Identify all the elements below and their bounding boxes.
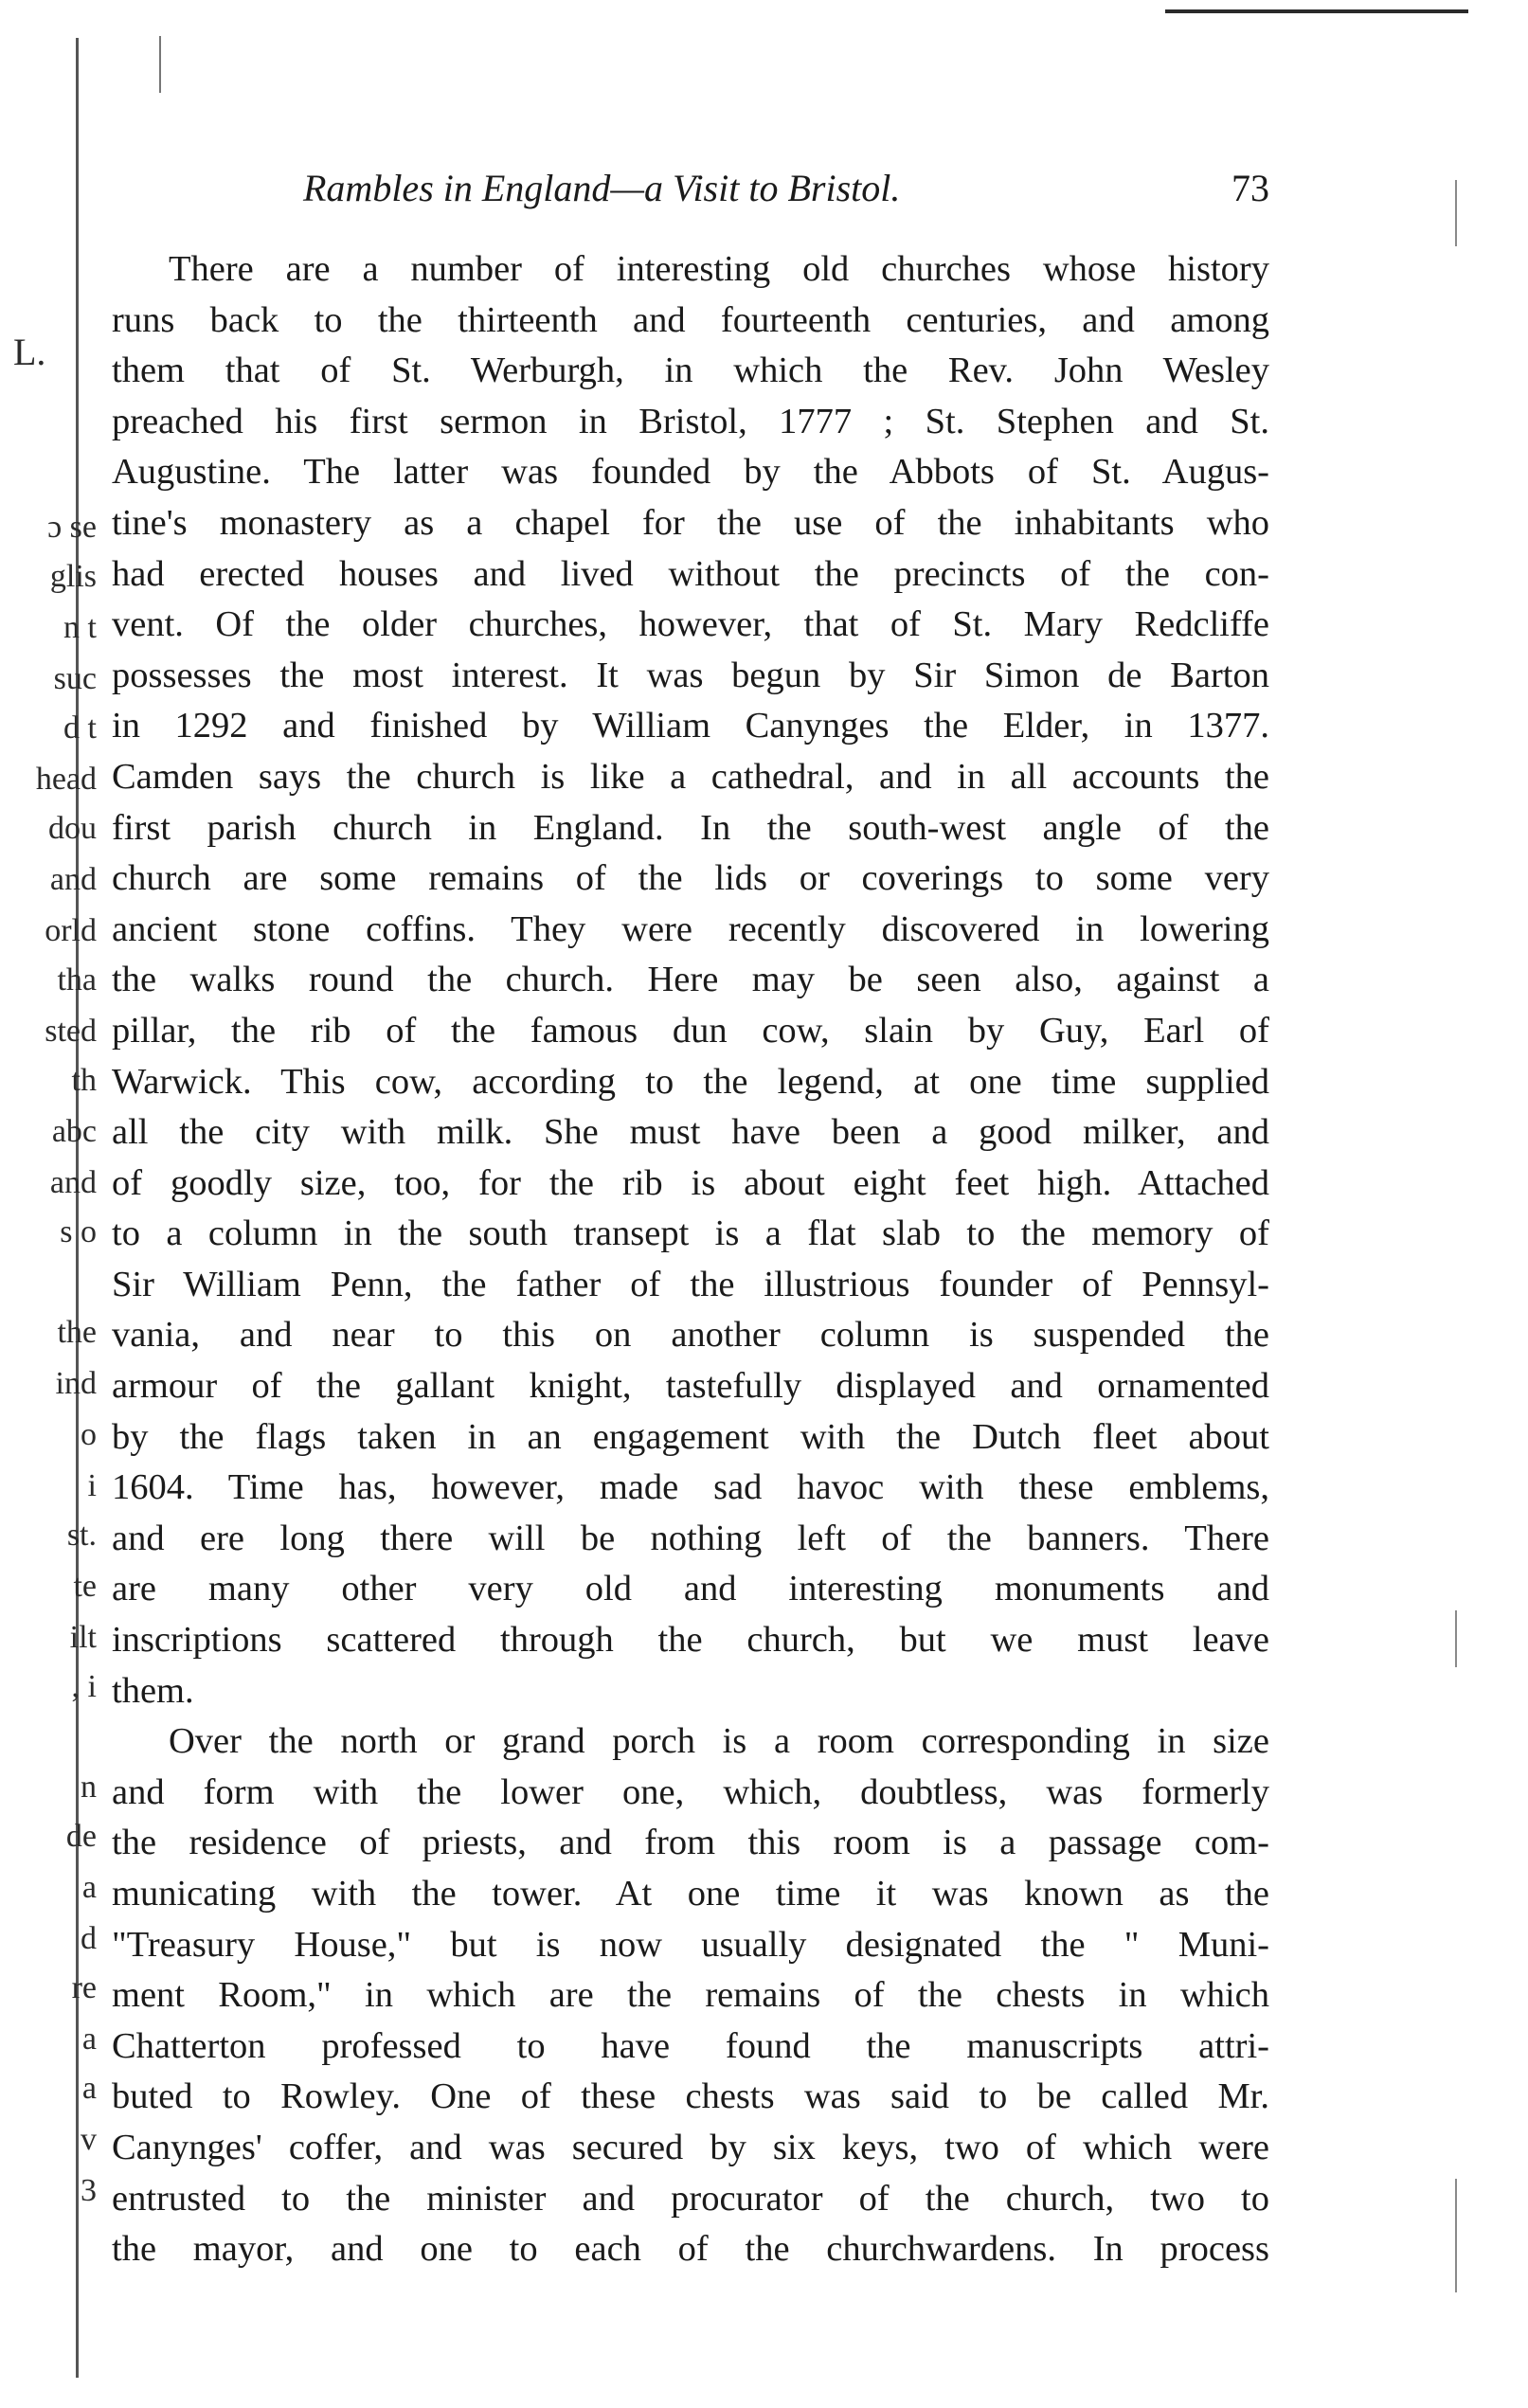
margin-fragment: te: [73, 1569, 97, 1604]
margin-fragment: d: [81, 1921, 97, 1956]
running-head: [303, 165, 1269, 212]
text-line: buted to Rowley. One of these chests was said to be called Mr.: [112, 2076, 1269, 2117]
margin-fragment: v: [81, 2122, 97, 2157]
text-line: preached his first sermon in Bristol, 1777 ; St. Stephen and St.: [112, 401, 1269, 441]
text-line: pillar, the rib of the famous dun cow, slain by Guy, Earl of: [112, 1010, 1269, 1051]
margin-fragment: a: [81, 2071, 97, 2106]
text-line: church are some remains of the lids or coverings to some very: [112, 858, 1269, 899]
text-line: inscriptions scattered through the church, but we must leave: [112, 1620, 1269, 1661]
margin-fragment: ɔ se: [47, 510, 97, 545]
text-line: "Treasury House," but is now usually designated the " Muni-: [112, 1924, 1269, 1965]
text-line: them that of St. Werburgh, in which the Rev. John Wesley: [112, 350, 1269, 391]
gutter-mark: [159, 36, 161, 93]
margin-fragment: dou: [48, 811, 97, 846]
text-line: armour of the gallant knight, tastefully displayed and ornamented: [112, 1366, 1269, 1407]
side-tick: [1455, 2179, 1457, 2292]
text-line: There are a number of interesting old churches whose history: [169, 249, 1269, 289]
text-line: Warwick. This cow, according to the legend, at one time supplied: [112, 1061, 1269, 1102]
margin-fragment: a: [81, 1870, 97, 1905]
margin-fragment: a: [81, 2022, 97, 2057]
text-line: Sir William Penn, the father of the illustrious founder of Pennsyl-: [112, 1264, 1269, 1304]
text-line: Camden says the church is like a cathedral, and in all accounts the: [112, 756, 1269, 797]
running-head-title: Rambles in England—a Visit to Bristol.: [303, 167, 901, 209]
margin-fragment: de: [65, 1819, 97, 1854]
margin-fragment: re: [71, 1970, 97, 2005]
left-margin-bleed-through: [0, 0, 104, 2408]
text-line: entrusted to the minister and procurator of the church, two to: [112, 2178, 1269, 2219]
body-text: [112, 244, 1269, 2275]
margin-fragment: head: [35, 762, 97, 797]
side-tick: [1455, 180, 1457, 246]
text-line: and ere long there will be nothing left of the banners. There: [112, 1518, 1269, 1558]
text-line: are many other very old and interesting monuments and: [112, 1569, 1269, 1609]
top-rule: [1165, 9, 1468, 13]
margin-fragment: s o: [60, 1214, 97, 1249]
text-line: and form with the lower one, which, doubtless, was formerly: [112, 1771, 1269, 1812]
text-line: first parish church in England. In the south-west angle of the: [112, 807, 1269, 848]
margin-fragment: i: [87, 1468, 97, 1503]
text-line: vent. Of the older churches, however, that of St. Mary Redcliffe: [112, 604, 1269, 645]
text-line: of goodly size, too, for the rib is about eight feet high. Attached: [112, 1162, 1269, 1203]
margin-fragment: the: [57, 1315, 97, 1350]
margin-fragment: o: [81, 1417, 97, 1452]
margin-fragment: n: [81, 1770, 97, 1805]
text-line: ancient stone coffins. They were recently discovered in lowering: [112, 908, 1269, 949]
text-line: in 1292 and finished by William Canynges the Elder, in 1377.: [112, 706, 1269, 746]
text-line: by the flags taken in an engagement with the Dutch fleet about: [112, 1416, 1269, 1457]
margin-fragment: suc: [53, 661, 97, 696]
margin-fragment: and: [49, 1165, 97, 1200]
text-line: all the city with milk. She must have been a good milker, and: [112, 1112, 1269, 1153]
margin-fragment: d t: [63, 710, 97, 746]
margin-fragment: L.: [13, 331, 46, 373]
margin-fragment: and: [49, 862, 97, 897]
margin-fragment: sted: [45, 1014, 97, 1049]
margin-fragment: tha: [57, 962, 97, 997]
text-line: had erected houses and lived without the precincts of the con-: [112, 553, 1269, 594]
margin-fragment: ilt: [69, 1620, 97, 1655]
text-line: 1604. Time has, however, made sad havoc with these emblems,: [112, 1467, 1269, 1508]
text-line: Chatterton professed to have found the manuscripts attri-: [112, 2025, 1269, 2066]
margin-fragment: n t: [63, 610, 97, 645]
margin-fragment: abc: [51, 1114, 97, 1149]
text-line: Over the north or grand porch is a room corresponding in size: [169, 1721, 1269, 1762]
page-number: 73: [1231, 167, 1269, 209]
margin-fragment: , i: [71, 1669, 97, 1704]
text-line: Canynges' coffer, and was secured by six keys, two of which were: [112, 2127, 1269, 2167]
text-line: the residence of priests, and from this room is a passage com-: [112, 1823, 1269, 1863]
text-line: the mayor, and one to each of the churchwardens. In process: [112, 2229, 1269, 2270]
margin-fragment: th: [71, 1063, 97, 1098]
margin-fragment: ind: [55, 1366, 97, 1401]
margin-fragment: st.: [66, 1518, 97, 1553]
margin-fragment: 3: [81, 2173, 97, 2208]
margin-fragment: orld: [45, 913, 97, 948]
side-tick: [1455, 1610, 1457, 1667]
text-line: to a column in the south transept is a flat slab to the memory of: [112, 1213, 1269, 1254]
margin-fragment: glis: [49, 559, 97, 594]
text-line: ment Room," in which are the remains of the chests in which: [112, 1975, 1269, 2016]
text-line: Augustine. The latter was founded by the Abbots of St. Augus-: [112, 452, 1269, 493]
text-line: runs back to the thirteenth and fourteenth centuries, and among: [112, 299, 1269, 340]
text-line: them.: [112, 1670, 194, 1711]
text-line: municating with the tower. At one time it was known as the: [112, 1874, 1269, 1914]
text-line: possesses the most interest. It was begun by Sir Simon de Barton: [112, 655, 1269, 695]
text-line: tine's monastery as a chapel for the use of the inhabitants who: [112, 502, 1269, 543]
text-line: the walks round the church. Here may be seen also, against a: [112, 960, 1269, 1000]
text-line: vania, and near to this on another column is suspended the: [112, 1315, 1269, 1356]
